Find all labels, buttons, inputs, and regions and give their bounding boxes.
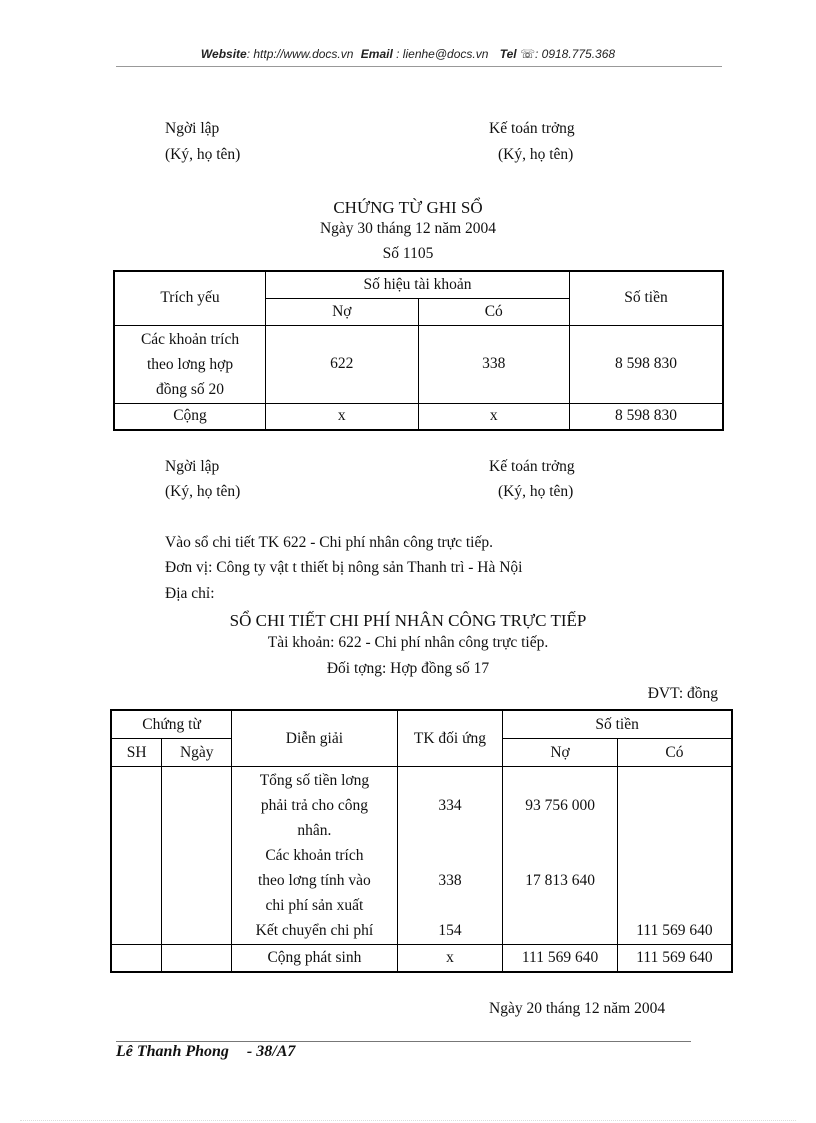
desc-line: Kết chuyển chi phí: [255, 921, 374, 939]
col-amount-header: Số tiền: [503, 710, 732, 738]
col-debit-header: Nợ: [266, 298, 418, 325]
col-amount-header: Số tiền: [570, 271, 724, 325]
credit-cell: [617, 766, 732, 944]
email-link[interactable]: : lienhe@docs.vn: [396, 47, 489, 61]
row-credit: 338: [418, 325, 569, 403]
credit-value: 111 569 640: [636, 921, 713, 939]
website-link[interactable]: : http://www.docs.vn: [246, 47, 354, 61]
page-header: [0, 47, 816, 61]
debit-value: 17 813 640: [525, 871, 595, 889]
contra-value: 334: [438, 796, 462, 814]
total-contra: x: [397, 944, 503, 972]
desc-line: Tổng số tiền lơng: [259, 771, 370, 789]
ledger-unit: ĐVT: đồng: [647, 685, 718, 702]
voucher-title: CHỨNG TỪ GHI SỔ: [333, 198, 483, 217]
total-sh-cell: [111, 944, 162, 972]
row-amount: 8 598 830: [570, 325, 724, 403]
row-summary-line: theo lơng hợp: [146, 355, 234, 373]
signer-right-title: Kế toán trởng: [489, 458, 575, 475]
voucher-date: Ngày 30 tháng 12 năm 2004: [319, 220, 497, 237]
signer-left-title: Ngời lập: [165, 458, 220, 475]
desc-cell: [232, 766, 397, 944]
signer-right-sub: (Ký, họ tên): [498, 483, 574, 500]
total-credit: 111 569 640: [617, 944, 732, 972]
header-divider: [116, 66, 722, 67]
footer: [116, 1043, 295, 1061]
total-amount: 8 598 830: [570, 403, 724, 430]
page-edge: [20, 1120, 796, 1121]
col-debit-header: Nợ: [503, 738, 618, 766]
ledger-object: Đối tợng: Hợp đồng số 17: [326, 660, 490, 677]
voucher-number: Số 1105: [382, 245, 434, 262]
debit-value: 93 756 000: [525, 796, 595, 814]
desc-line: nhân.: [297, 821, 332, 839]
desc-line: theo lơng tính vào: [258, 871, 371, 889]
signer-left-sub: (Ký, họ tên): [165, 483, 241, 500]
credit-value: [618, 868, 731, 893]
closing-date: Ngày 20 tháng 12 năm 2004: [489, 1000, 666, 1017]
col-date-header: Ngày: [162, 738, 232, 766]
footer-divider: [116, 1041, 691, 1042]
total-debit: 111 569 640: [503, 944, 618, 972]
sh-cell: [111, 766, 162, 944]
ledger-address-line: Địa chỉ:: [165, 585, 215, 602]
ledger-account: Tài khoản: 622 - Chi phí nhân công trực tiếp.: [267, 634, 549, 651]
col-summary-header: Trích yếu: [114, 271, 266, 325]
contra-cell: [397, 766, 503, 944]
total-date-cell: [162, 944, 232, 972]
signer-right-title: Kế toán trởng: [489, 120, 575, 137]
footer-code: - 38/A7: [246, 1043, 296, 1060]
col-credit-header: Có: [418, 298, 569, 325]
date-cell: [162, 766, 232, 944]
total-debit: x: [266, 403, 418, 430]
row-summary: [114, 325, 266, 403]
ledger-title: SỔ CHI TIẾT CHI PHÍ NHÂN CÔNG TRỰC TIẾP: [229, 611, 587, 630]
total-label: Cộng: [114, 403, 266, 430]
col-desc-header: Diễn giải: [232, 710, 397, 766]
col-credit-header: Có: [617, 738, 732, 766]
row-summary-line: đồng số 20: [156, 380, 225, 398]
phone-icon: ☏: [519, 47, 535, 61]
row-summary-line: Các khoản trích: [140, 330, 240, 348]
total-label: Cộng phát sinh: [232, 944, 397, 972]
contra-value: 338: [438, 871, 462, 889]
tel-label: Tel: [499, 47, 517, 61]
debit-value: [503, 918, 617, 943]
tel-value: : 0918.775.368: [534, 47, 616, 61]
website-label: Website: [200, 47, 247, 61]
desc-line: chi phí sản xuất: [265, 896, 364, 914]
debit-cell: [503, 766, 618, 944]
row-debit: 622: [266, 325, 418, 403]
voucher-table: [113, 270, 724, 431]
ledger-unit-line: Đơn vị: Công ty vật t thiết bị nông sản Thanh trì - Hà Nội: [165, 559, 523, 576]
signer-left-title: Ngời lập: [165, 120, 220, 137]
credit-value: [618, 793, 731, 818]
desc-line: Các khoản trích: [265, 846, 364, 864]
col-sh-header: SH: [111, 738, 162, 766]
contra-value: 154: [438, 921, 462, 939]
col-voucher-header: Chứng từ: [111, 710, 232, 738]
desc-line: phải trả cho công: [260, 796, 368, 814]
footer-author: Lê Thanh Phong: [116, 1043, 229, 1060]
signer-left-sub: (Ký, họ tên): [165, 146, 241, 163]
col-contra-header: TK đối ứng: [397, 710, 503, 766]
col-account-header: Số hiệu tài khoản: [266, 271, 570, 298]
email-label: Email: [360, 47, 393, 61]
total-credit: x: [418, 403, 569, 430]
ledger-table: [110, 709, 733, 973]
signer-right-sub: (Ký, họ tên): [498, 146, 574, 163]
ledger-intro-line: Vào sổ chi tiết TK 622 - Chi phí nhân công trực tiếp.: [165, 534, 493, 551]
